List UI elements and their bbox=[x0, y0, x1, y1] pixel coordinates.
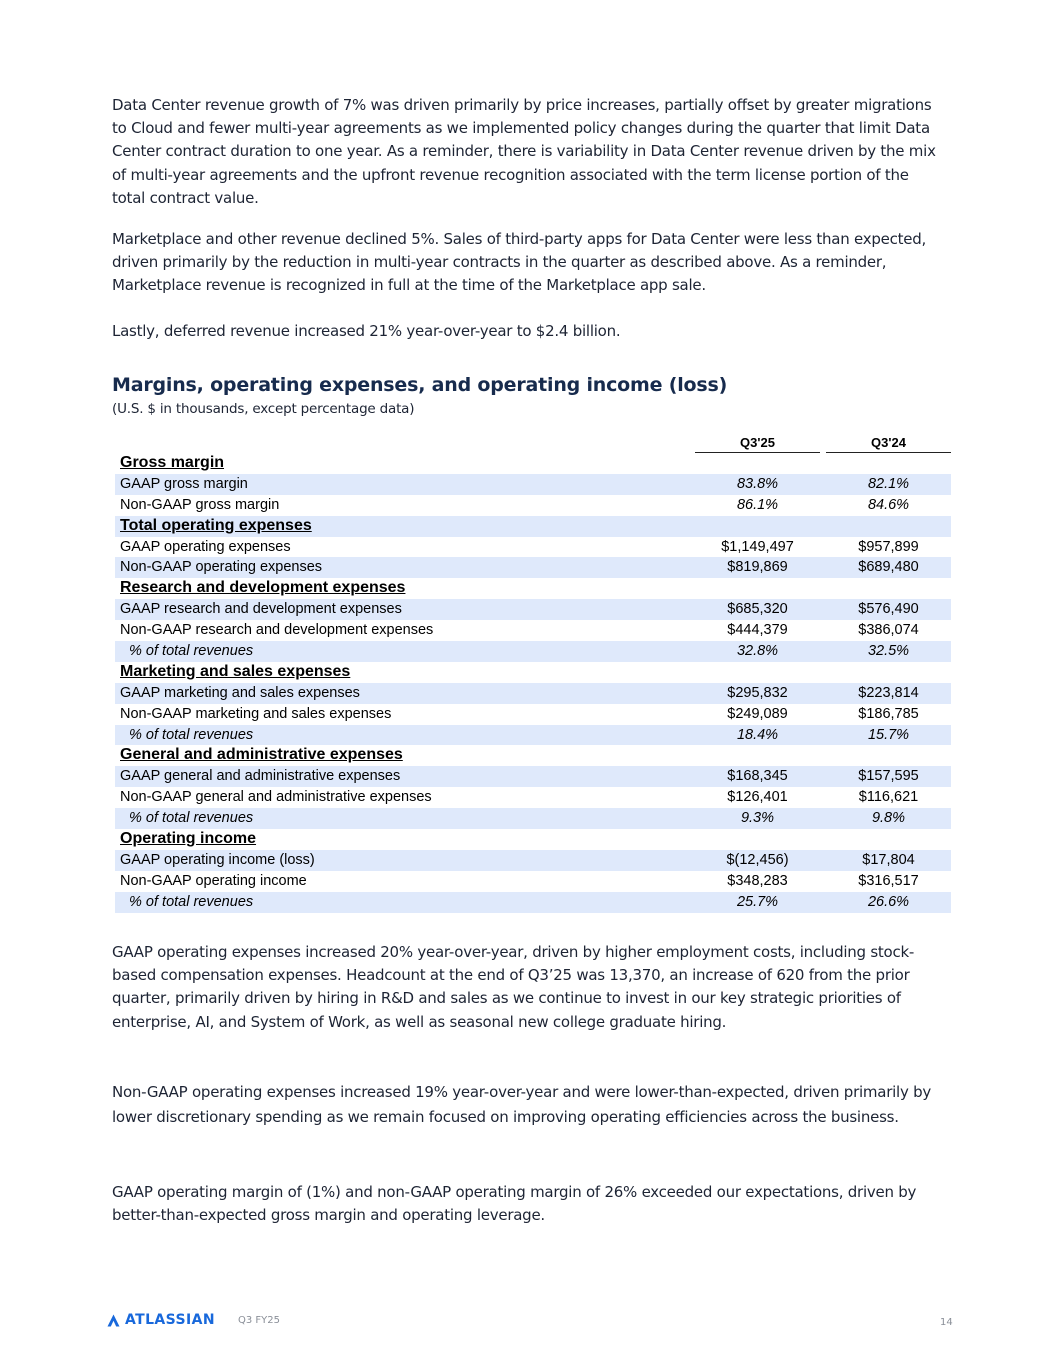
row-label: Total operating expenses bbox=[120, 516, 312, 534]
value-q324: $576,490 bbox=[858, 601, 919, 618]
table-section-header bbox=[115, 829, 951, 850]
value-q324: $186,785 bbox=[858, 705, 919, 722]
value-q324: 32.5% bbox=[867, 643, 910, 660]
section-subtitle: (U.S. $ in thousands, except percentage data) bbox=[112, 401, 415, 417]
report-period: Q3 FY25 bbox=[238, 1315, 280, 1326]
row-label: GAAP general and administrative expenses bbox=[120, 768, 401, 785]
table-row bbox=[115, 725, 951, 746]
value-q325: $1,149,497 bbox=[721, 538, 794, 555]
table-row bbox=[115, 557, 951, 578]
section-title: Margins, operating expenses, and operating income (loss) bbox=[112, 374, 728, 396]
row-label: % of total revenues bbox=[129, 643, 254, 660]
table-row bbox=[115, 871, 951, 892]
row-label: % of total revenues bbox=[129, 893, 254, 910]
value-q324: $689,480 bbox=[858, 559, 919, 576]
row-label: Non-GAAP operating expenses bbox=[120, 559, 323, 576]
value-q325: 86.1% bbox=[736, 496, 779, 513]
table-section-header bbox=[115, 516, 951, 537]
paragraph-data-center: Data Center revenue growth of 7% was driven primarily by price increases, partially offset by greater migrations to Cloud and fewer multi-year agreements as we implemented policy changes during the quarter that limit Data Center contract duration to one year. As a reminder, there is variability in Data Center revenue driven by the mix of multi-year agreements and the upfront revenue recognition associated with the term license portion of the total contract value. bbox=[112, 96, 936, 207]
row-label: Non-GAAP gross margin bbox=[120, 496, 280, 513]
table-section-header bbox=[115, 453, 951, 474]
value-q324: $386,074 bbox=[858, 622, 919, 639]
row-label: General and administrative expenses bbox=[120, 746, 403, 764]
value-q325: 32.8% bbox=[736, 643, 779, 660]
value-q325: $295,832 bbox=[727, 684, 788, 701]
row-label: Gross margin bbox=[120, 454, 225, 471]
table-row bbox=[115, 683, 951, 704]
table-row bbox=[115, 641, 951, 662]
value-q325: 25.7% bbox=[736, 893, 779, 910]
value-q324: 84.6% bbox=[867, 496, 910, 513]
value-q324: 26.6% bbox=[867, 893, 910, 910]
paragraph-operating-margin: GAAP operating margin of (1%) and non-GAAP operating margin of 26% exceeded our expectations, driven by better-than-expected gross margin and operating leverage. bbox=[112, 1183, 917, 1225]
value-q325: $249,089 bbox=[727, 705, 788, 722]
financial-table bbox=[115, 432, 951, 913]
atlassian-logo-icon bbox=[107, 1314, 120, 1327]
value-q325: 9.3% bbox=[740, 810, 775, 827]
table-row bbox=[115, 704, 951, 725]
row-label: % of total revenues bbox=[129, 810, 254, 827]
table-row bbox=[115, 808, 951, 829]
value-q325: $685,320 bbox=[727, 601, 788, 618]
table-section-header bbox=[115, 745, 951, 766]
value-q325: 18.4% bbox=[736, 726, 779, 743]
row-label: GAAP research and development expenses bbox=[120, 601, 402, 618]
value-q324: $157,595 bbox=[858, 768, 919, 785]
value-q325: 83.8% bbox=[736, 475, 779, 492]
paragraph-marketplace: Marketplace and other revenue declined 5%. Sales of third-party apps for Data Center were less than expected, driven primarily by the reduction in multi-year contracts in the quarter as described above. As a reminder, Marketplace revenue is recognized in full at the time of the Marketplace app sale. bbox=[112, 230, 927, 295]
table-section-header bbox=[115, 578, 951, 599]
value-q325: $168,345 bbox=[727, 768, 788, 785]
table-row bbox=[115, 850, 951, 871]
value-q324: $316,517 bbox=[858, 872, 919, 889]
row-label: GAAP operating income (loss) bbox=[120, 851, 315, 868]
atlassian-logo bbox=[107, 1312, 215, 1328]
value-q325: $444,379 bbox=[727, 622, 788, 639]
value-q325: $(12,456) bbox=[726, 851, 789, 868]
value-q324: $17,804 bbox=[862, 851, 915, 868]
paragraph-gaap-opex: GAAP operating expenses increased 20% year-over-year, driven by higher employment costs, including stock-based compensation expenses. Headcount at the end of Q3’25 was 13,370, an increase of 620 from the prior quarter, primarily driven by hiring in R&D and sales as we continue to invest in our key strategic priorities of enterprise, AI, and System of Work, as well as seasonal new college graduate hiring. bbox=[112, 943, 915, 1031]
table-section-header bbox=[115, 662, 951, 683]
row-label: Non-GAAP general and administrative expenses bbox=[120, 789, 432, 806]
value-q325: $348,283 bbox=[727, 872, 788, 889]
row-label: GAAP marketing and sales expenses bbox=[120, 684, 360, 701]
table-row bbox=[115, 495, 951, 516]
paragraph-deferred-revenue: Lastly, deferred revenue increased 21% year-over-year to $2.4 billion. bbox=[112, 322, 621, 340]
row-label: Marketing and sales expenses bbox=[120, 662, 351, 680]
value-q324: 15.7% bbox=[867, 726, 910, 743]
table-row bbox=[115, 537, 951, 558]
paragraph-nongaap-opex: Non-GAAP operating expenses increased 19% year-over-year and were lower-than-expected, driven primarily by lower discretionary spending as we remain focused on improving operating efficiencies across the business. bbox=[112, 1083, 932, 1126]
table-row bbox=[115, 620, 951, 641]
value-q325: $126,401 bbox=[727, 789, 788, 806]
column-header-q325: Q3'25 bbox=[695, 435, 820, 453]
column-header-q324: Q3'24 bbox=[826, 435, 951, 453]
table-body bbox=[115, 453, 951, 913]
row-label: GAAP gross margin bbox=[120, 475, 248, 492]
table-row bbox=[115, 892, 951, 913]
row-label: Operating income bbox=[120, 830, 257, 848]
table-row bbox=[115, 474, 951, 495]
logo-text: ATLASSIAN bbox=[125, 1312, 215, 1328]
row-label: % of total revenues bbox=[129, 726, 254, 743]
table-row bbox=[115, 787, 951, 808]
row-label: Research and development expenses bbox=[120, 579, 406, 597]
table-header bbox=[115, 432, 951, 453]
value-q324: $116,621 bbox=[858, 789, 919, 806]
row-label: GAAP operating expenses bbox=[120, 538, 291, 555]
table-row bbox=[115, 599, 951, 620]
value-q324: 82.1% bbox=[867, 475, 910, 492]
value-q324: 9.8% bbox=[871, 810, 906, 827]
value-q325: $819,869 bbox=[727, 559, 788, 576]
row-label: Non-GAAP marketing and sales expenses bbox=[120, 705, 392, 722]
row-label: Non-GAAP operating income bbox=[120, 872, 307, 889]
table-row bbox=[115, 766, 951, 787]
value-q324: $223,814 bbox=[858, 684, 919, 701]
value-q324: $957,899 bbox=[858, 538, 919, 555]
page-number: 14 bbox=[940, 1317, 953, 1328]
row-label: Non-GAAP research and development expenses bbox=[120, 622, 434, 639]
